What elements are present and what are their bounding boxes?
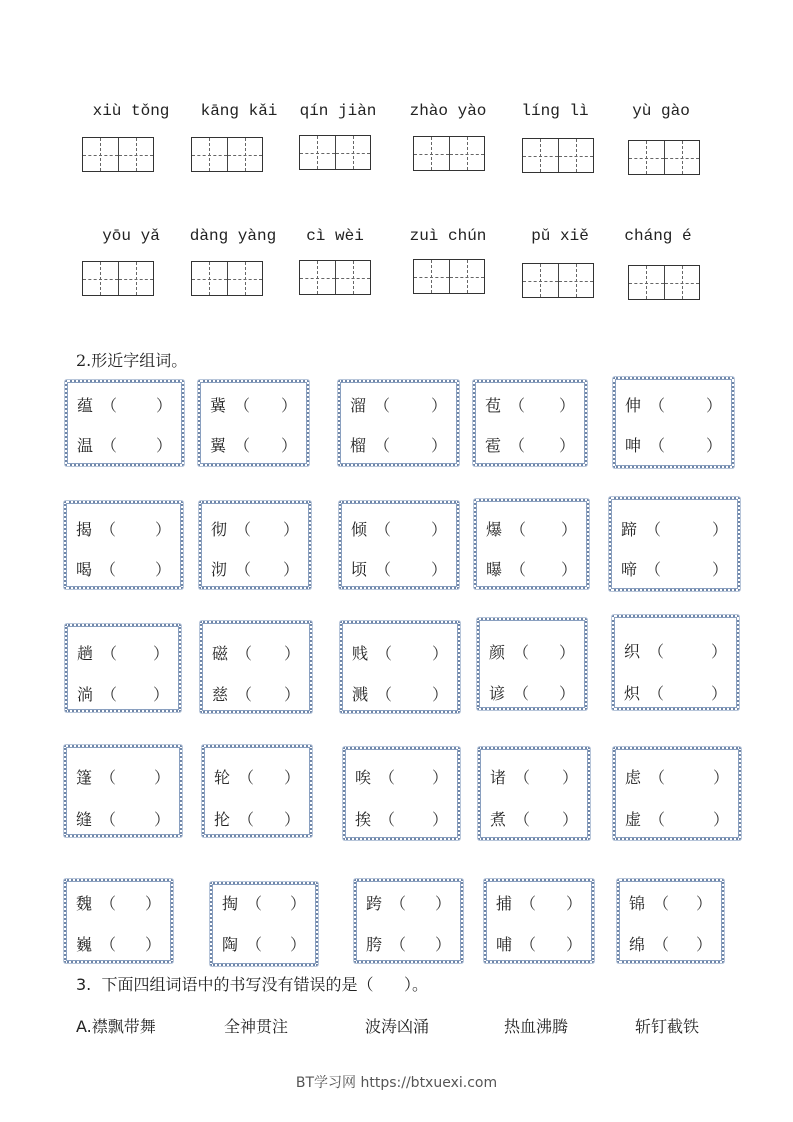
char-group-box — [473, 380, 587, 466]
char-entry: 绵 （ ） — [629, 932, 712, 954]
char-entry: 顷 （ ） — [351, 557, 447, 579]
char-entry: 喝 （ ） — [76, 557, 171, 579]
char-glyph: 啼 — [621, 559, 638, 579]
char-entry: 缝 （ ） — [76, 807, 170, 829]
tianzige-answer-box[interactable] — [413, 136, 485, 171]
char-group-box — [338, 380, 459, 466]
pinyin-label: cháng é — [624, 227, 692, 245]
char-glyph: 轮 — [214, 767, 231, 787]
tianzige-answer-box[interactable] — [628, 140, 700, 175]
tianzige-answer-box[interactable] — [299, 135, 371, 170]
char-entry: 诸 （ ） — [490, 765, 578, 787]
char-entry: 啼 （ ） — [621, 557, 728, 579]
char-entry: 颜 （ ） — [489, 640, 575, 662]
pinyin-label: yōu yǎ — [102, 227, 160, 245]
char-entry: 挨 （ ） — [355, 807, 448, 829]
char-entry: 磁 （ ） — [212, 641, 300, 663]
char-glyph: 诸 — [490, 767, 507, 787]
pinyin-label: zuì chún — [409, 227, 487, 245]
char-group-box — [617, 879, 724, 963]
char-glyph: 唉 — [355, 767, 372, 787]
char-entry: 呻 （ ） — [625, 433, 722, 455]
char-glyph: 绵 — [629, 934, 646, 954]
option-word-4: 热血沸腾 — [504, 1017, 569, 1036]
pinyin-label: yù gào — [632, 102, 690, 120]
footer-watermark: BT学习网 https://btxuexi.com — [295, 1075, 498, 1091]
char-group-box — [199, 501, 311, 589]
char-glyph: 锦 — [629, 893, 646, 913]
question-3-prompt: 3. 下面四组词语中的书写没有错误的是（ ）。 — [76, 975, 428, 994]
char-glyph: 喝 — [76, 559, 93, 579]
char-group-box — [64, 745, 182, 837]
char-entry: 伸 （ ） — [625, 393, 722, 415]
char-entry: 织 （ ） — [624, 639, 727, 661]
char-entry: 跨 （ ） — [366, 891, 451, 913]
tianzige-answer-box[interactable] — [522, 138, 594, 173]
char-glyph: 贱 — [352, 643, 369, 663]
char-glyph: 雹 — [485, 435, 502, 455]
char-group-box — [613, 377, 734, 468]
char-glyph: 爆 — [486, 519, 503, 539]
char-group-box — [354, 879, 463, 963]
char-entry: 曝 （ ） — [486, 557, 577, 579]
char-glyph: 榴 — [350, 435, 367, 455]
char-group-box — [65, 380, 184, 466]
char-glyph: 溜 — [350, 395, 367, 415]
pinyin-label: kāng kǎi — [200, 102, 278, 120]
char-entry: 慈 （ ） — [212, 682, 300, 704]
char-entry: 翼 （ ） — [210, 433, 297, 455]
char-entry: 锦 （ ） — [629, 891, 712, 913]
char-entry: 彻 （ ） — [211, 517, 299, 539]
char-glyph: 炽 — [624, 683, 641, 703]
char-group-box — [339, 501, 459, 589]
char-glyph: 彻 — [211, 519, 228, 539]
section-2-title: 2.形近字组词。 — [76, 351, 188, 370]
tianzige-answer-box[interactable] — [191, 261, 263, 296]
char-glyph: 挨 — [355, 809, 372, 829]
char-entry: 倾 （ ） — [351, 517, 447, 539]
char-group-box — [478, 747, 590, 840]
char-entry: 蹄 （ ） — [621, 517, 728, 539]
char-glyph: 缝 — [76, 809, 93, 829]
char-entry: 温 （ ） — [77, 433, 172, 455]
char-entry: 谚 （ ） — [489, 681, 575, 703]
char-glyph: 陶 — [222, 934, 239, 954]
char-entry: 陶 （ ） — [222, 932, 306, 954]
char-group-box — [474, 499, 589, 589]
char-glyph: 冀 — [210, 395, 227, 415]
char-glyph: 伸 — [625, 395, 642, 415]
char-glyph: 魏 — [76, 893, 93, 913]
char-glyph: 篷 — [76, 767, 93, 787]
char-group-box — [609, 497, 740, 591]
char-entry: 炽 （ ） — [624, 681, 727, 703]
char-entry: 溅 （ ） — [352, 682, 448, 704]
option-word-3: 波涛凶涌 — [365, 1017, 430, 1036]
char-glyph: 倾 — [351, 519, 368, 539]
char-group-box — [64, 501, 183, 589]
char-glyph: 曝 — [486, 559, 503, 579]
char-group-box — [343, 747, 460, 840]
char-entry: 榴 （ ） — [350, 433, 447, 455]
tianzige-answer-box[interactable] — [522, 263, 594, 298]
char-entry: 唉 （ ） — [355, 765, 448, 787]
pinyin-label: líng lì — [521, 102, 589, 120]
char-group-box — [198, 380, 309, 466]
char-glyph: 虚 — [625, 809, 642, 829]
char-entry: 篷 （ ） — [76, 765, 170, 787]
question-3-options — [76, 1014, 733, 1038]
pinyin-label: pǔ xiě — [531, 227, 589, 245]
char-group-box — [64, 879, 173, 963]
char-glyph: 慈 — [212, 684, 229, 704]
char-glyph: 颜 — [489, 642, 506, 662]
char-glyph: 织 — [624, 641, 641, 661]
char-glyph: 磁 — [212, 643, 229, 663]
pinyin-label: cì wèi — [306, 227, 364, 245]
tianzige-answer-box[interactable] — [191, 137, 263, 172]
char-entry: 贱 （ ） — [352, 641, 448, 663]
char-entry: 捕 （ ） — [496, 891, 582, 913]
char-entry: 爆 （ ） — [486, 517, 577, 539]
char-group-box — [210, 882, 318, 966]
char-group-box — [200, 621, 312, 713]
char-entry: 巍 （ ） — [76, 932, 161, 954]
pinyin-label: qín jiàn — [299, 102, 377, 120]
char-glyph: 顷 — [351, 559, 368, 579]
char-glyph: 蹄 — [621, 519, 638, 539]
tianzige-answer-box[interactable] — [628, 265, 700, 300]
char-glyph: 煮 — [490, 809, 507, 829]
char-glyph: 苞 — [485, 395, 502, 415]
char-entry: 苞 （ ） — [485, 393, 575, 415]
char-group-box — [202, 745, 312, 837]
char-entry: 虚 （ ） — [625, 807, 729, 829]
char-glyph: 虑 — [625, 767, 642, 787]
char-group-box — [613, 747, 741, 840]
tianzige-answer-box[interactable] — [413, 259, 485, 294]
char-glyph: 淌 — [77, 684, 94, 704]
char-glyph: 哺 — [496, 934, 513, 954]
char-glyph: 溅 — [352, 684, 369, 704]
char-entry: 冀 （ ） — [210, 393, 297, 415]
tianzige-answer-box[interactable] — [299, 260, 371, 295]
tianzige-answer-box[interactable] — [82, 261, 154, 296]
char-glyph: 抡 — [214, 809, 231, 829]
char-group-box — [612, 615, 739, 710]
option-a[interactable]: A.襟飘带舞 — [76, 1017, 156, 1036]
char-entry: 煮 （ ） — [490, 807, 578, 829]
option-word-5: 斩钉截铁 — [635, 1017, 700, 1036]
pinyin-label: dàng yàng — [189, 227, 277, 245]
char-glyph: 温 — [77, 435, 94, 455]
char-entry: 轮 （ ） — [214, 765, 300, 787]
char-glyph: 谚 — [489, 683, 506, 703]
tianzige-answer-box[interactable] — [82, 137, 154, 172]
char-entry: 虑 （ ） — [625, 765, 729, 787]
char-entry: 掏 （ ） — [222, 891, 306, 913]
char-entry: 雹 （ ） — [485, 433, 575, 455]
char-glyph: 捕 — [496, 893, 513, 913]
char-glyph: 呻 — [625, 435, 642, 455]
char-glyph: 趟 — [77, 643, 94, 663]
char-group-box — [65, 624, 181, 712]
char-group-box — [477, 618, 587, 710]
char-group-box — [340, 621, 460, 713]
pinyin-label: xiù tǒng — [92, 102, 170, 120]
char-entry: 沏 （ ） — [211, 557, 299, 579]
char-entry: 蕴 （ ） — [77, 393, 172, 415]
char-glyph: 蕴 — [77, 395, 94, 415]
char-entry: 魏 （ ） — [76, 891, 161, 913]
char-glyph: 揭 — [76, 519, 93, 539]
char-entry: 趟 （ ） — [77, 641, 169, 663]
char-glyph: 掏 — [222, 893, 239, 913]
char-glyph: 胯 — [366, 934, 383, 954]
char-glyph: 跨 — [366, 893, 383, 913]
char-entry: 揭 （ ） — [76, 517, 171, 539]
char-glyph: 巍 — [76, 934, 93, 954]
char-entry: 哺 （ ） — [496, 932, 582, 954]
char-glyph: 翼 — [210, 435, 227, 455]
char-entry: 淌 （ ） — [77, 682, 169, 704]
char-group-box — [484, 879, 594, 963]
char-entry: 抡 （ ） — [214, 807, 300, 829]
pinyin-label: zhào yào — [409, 102, 487, 120]
char-glyph: 沏 — [211, 559, 228, 579]
option-word-2: 全神贯注 — [224, 1017, 289, 1036]
char-entry: 溜 （ ） — [350, 393, 447, 415]
char-entry: 胯 （ ） — [366, 932, 451, 954]
